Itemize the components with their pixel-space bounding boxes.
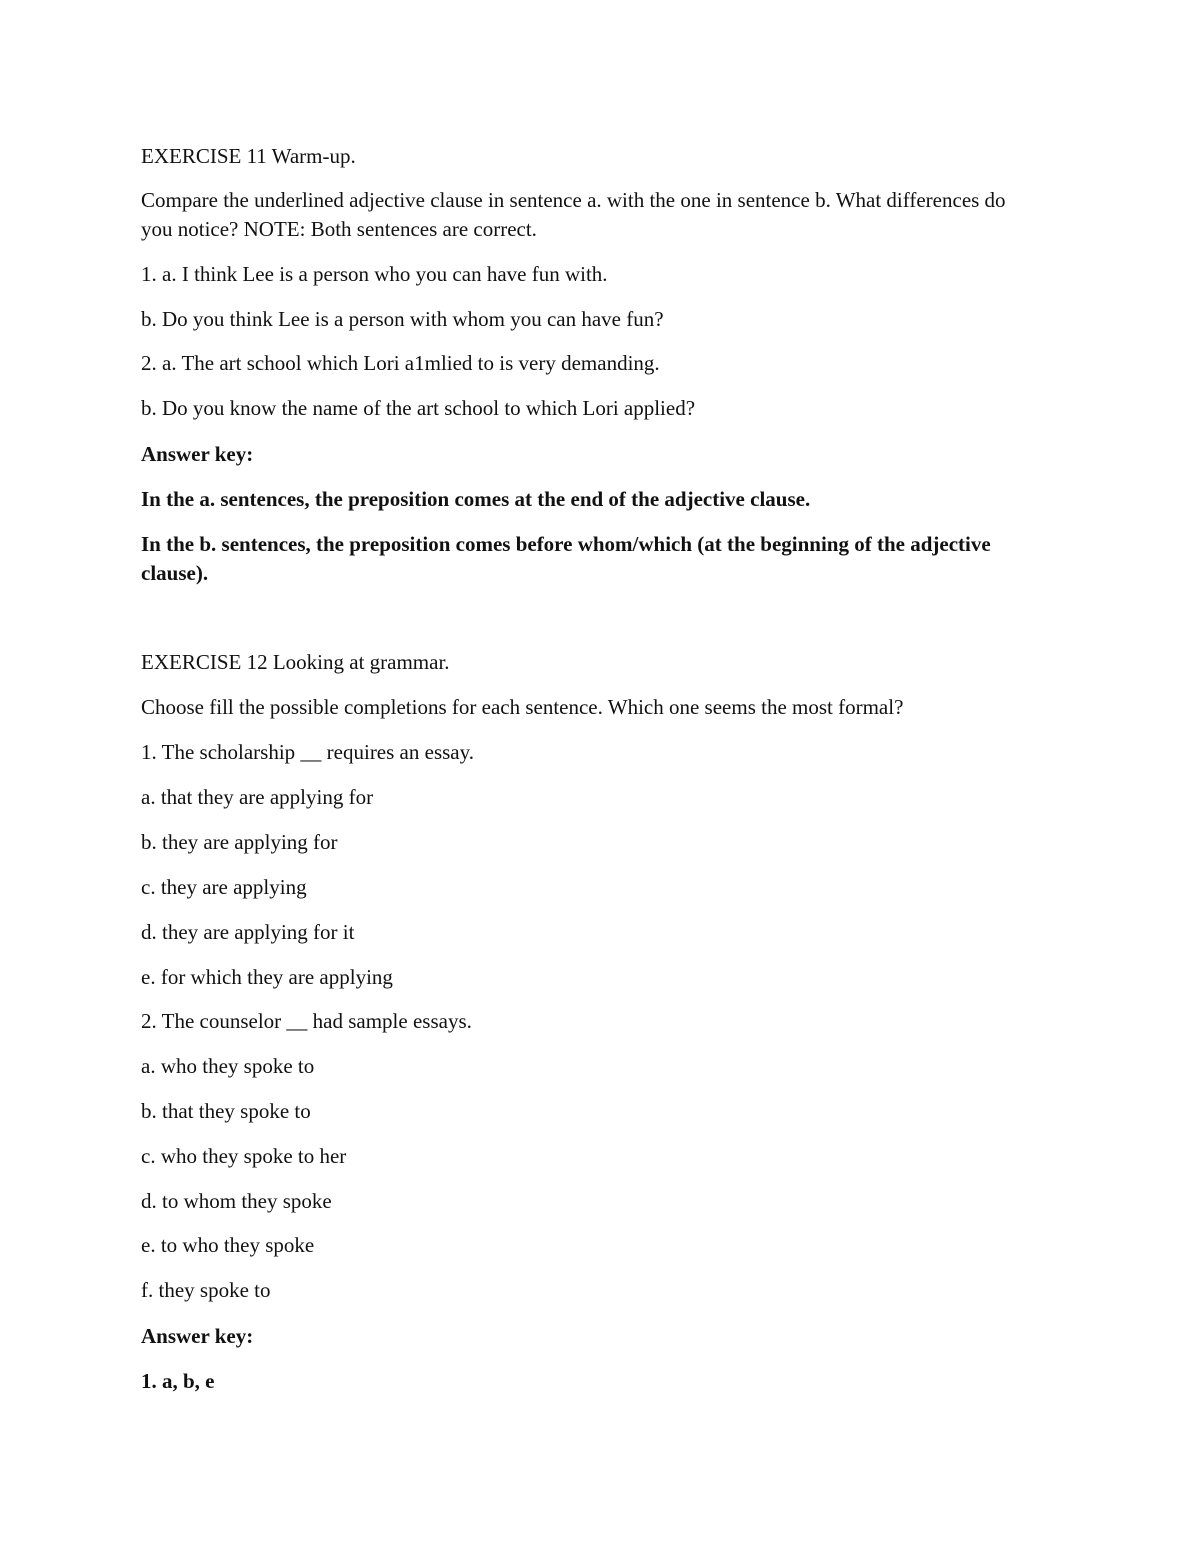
exercise-11-answer-key-label: Answer key: (141, 442, 254, 466)
exercise-11-answer-b: In the b. sentences, the preposition comes before whom/which (at the beginning of the adjective clause). (141, 532, 991, 585)
exercise-11-sentence-2b: b. Do you know the name of the art school to which Lori applied? (141, 396, 696, 420)
question-2-option-b: b. that they spoke to (141, 1099, 311, 1123)
exercise-12-answer-1: 1. a, b, e (141, 1369, 215, 1393)
exercise-11-sentence-1a: 1. a. I think Lee is a person who you can have fun with. (141, 262, 608, 286)
question-1-option-a: a. that they are applying for (141, 785, 374, 809)
exercise-11-instructions: Compare the underlined adjective clause in sentence a. with the one in sentence b. What differences do you notice? NOTE: Both sentences are correct. (141, 188, 1006, 241)
exercise-11-sentence-1b: b. Do you think Lee is a person with whom you can have fun? (141, 307, 664, 331)
question-2-option-c: c. who they spoke to her (141, 1144, 347, 1168)
exercise-11-answer-a: In the a. sentences, the preposition comes at the end of the adjective clause. (141, 487, 811, 511)
question-2-option-d: d. to whom they spoke (141, 1189, 332, 1213)
question-1-option-b: b. they are applying for (141, 830, 338, 854)
exercise-12-title: EXERCISE 12 Looking at grammar. (141, 650, 450, 674)
exercise-12-answer-key-label: Answer key: (141, 1324, 254, 1348)
exercise-11-title: EXERCISE 11 Warm-up. (141, 144, 356, 168)
exercise-12-instructions: Choose fill the possible completions for each sentence. Which one seems the most formal? (141, 695, 904, 719)
question-2-option-a: a. who they spoke to (141, 1054, 315, 1078)
question-1-option-e: e. for which they are applying (141, 965, 393, 989)
question-1-option-d: d. they are applying for it (141, 920, 355, 944)
exercise-12-question-1: 1. The scholarship __ requires an essay. (141, 740, 474, 764)
question-2-option-e: e. to who they spoke (141, 1233, 315, 1257)
question-1-option-c: c. they are applying (141, 875, 307, 899)
question-2-option-f: f. they spoke to (141, 1278, 271, 1302)
exercise-11-sentence-2a: 2. a. The art school which Lori a1mlied to is very demanding. (141, 351, 660, 375)
exercise-12-question-2: 2. The counselor __ had sample essays. (141, 1009, 472, 1033)
